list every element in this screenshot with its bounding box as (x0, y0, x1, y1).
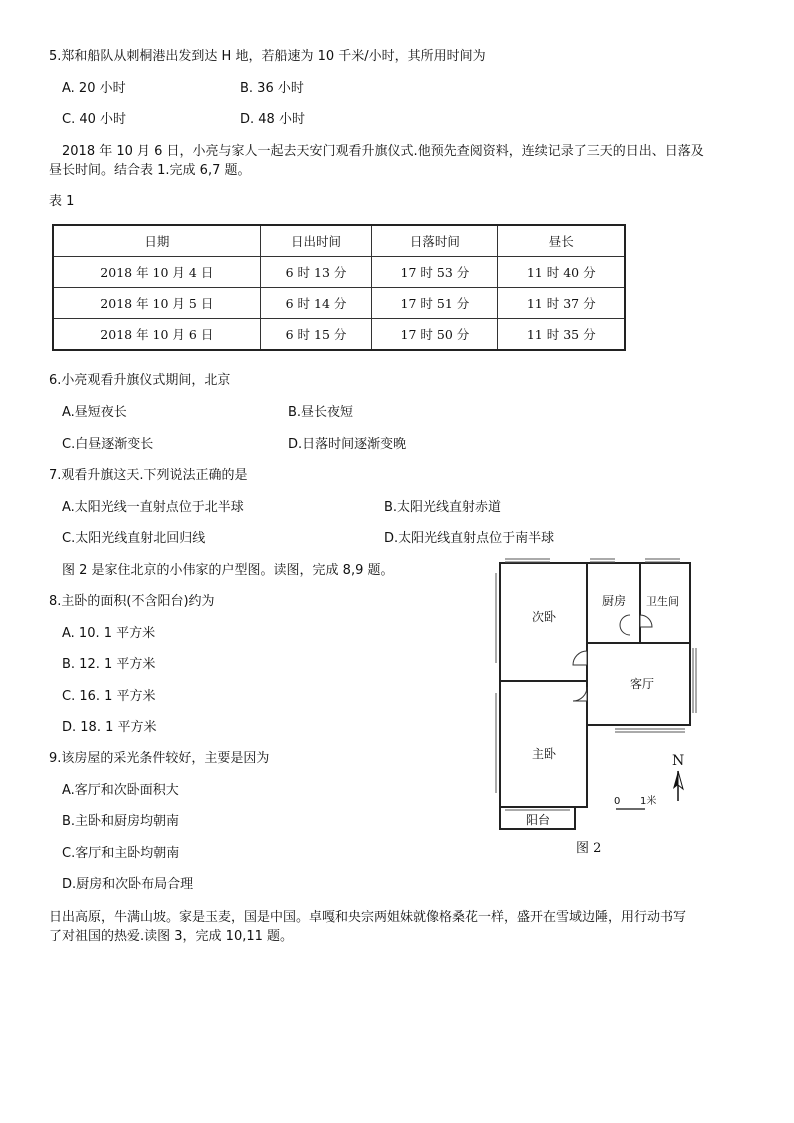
q8-option-c: C. 16. 1 平方米 (62, 689, 156, 704)
north-arrow-icon (673, 771, 683, 801)
table-header-cell: 日期 (53, 225, 260, 257)
table-cell: 17 时 51 分 (372, 288, 498, 319)
figure-caption: 图 2 (576, 841, 602, 856)
q5-option-d: D. 48 小时 (240, 112, 305, 127)
q6-option-b: B.昼长夜短 (288, 405, 354, 420)
table-row (53, 319, 625, 351)
q8-stem: 8.主卧的面积(不含阳台)约为 (49, 594, 215, 609)
table-header-cell: 昼长 (498, 225, 625, 257)
room-label-kitchen: 厨房 (602, 594, 627, 608)
q8-option-d: D. 18. 1 平方米 (62, 720, 157, 735)
table-cell: 11 时 35 分 (498, 319, 625, 351)
table-caption: 表 1 (49, 194, 75, 209)
table-cell: 11 时 37 分 (498, 288, 625, 319)
intro-6-7-line2: 昼长时间。结合表 1.完成 6,7 题。 (49, 163, 251, 178)
room-label-master-bedroom: 主卧 (532, 747, 557, 761)
room-label-balcony: 阳台 (526, 813, 551, 827)
scale-zero: 0 (614, 796, 621, 807)
q5-stem: 5.郑和船队从刺桐港出发到达 H 地，若船速为 10 千米/小时，其所用时间为 (49, 49, 486, 64)
q9-option-d: D.厨房和次卧布局合理 (62, 877, 194, 892)
q9-option-c: C.客厅和主卧均朝南 (62, 846, 180, 861)
room-label-second-bedroom: 次卧 (532, 610, 557, 624)
table-header-cell: 日出时间 (260, 225, 372, 257)
room-label-bathroom: 卫生间 (646, 595, 679, 608)
table-header-cell: 日落时间 (372, 225, 498, 257)
table-cell: 6 时 15 分 (260, 319, 372, 351)
q5-option-a: A. 20 小时 (62, 81, 126, 96)
q7-option-a: A.太阳光线一直射点位于北半球 (62, 500, 244, 515)
q7-option-b: B.太阳光线直射赤道 (384, 500, 502, 515)
table-cell: 2018 年 10 月 5 日 (53, 288, 260, 319)
q6-option-d: D.日落时间逐渐变晚 (288, 437, 407, 452)
intro-10-11-line2: 了对祖国的热爱.读图 3，完成 10,11 题。 (49, 929, 294, 944)
table-1 (52, 224, 626, 351)
q6-stem: 6.小亮观看升旗仪式期间，北京 (49, 373, 231, 388)
table-cell: 11 时 40 分 (498, 257, 625, 288)
intro-6-7-line1: 2018 年 10 月 6 日，小亮与家人一起去天安门观看升旗仪式.他预先查阅资料，连续记录了三天的日出、日落及 (62, 144, 704, 159)
table-cell: 6 时 14 分 (260, 288, 372, 319)
q5-option-c: C. 40 小时 (62, 112, 127, 127)
q6-option-c: C.白昼逐渐变长 (62, 437, 154, 452)
intro-8-9: 图 2 是家住北京的小伟家的户型图。读图，完成 8,9 题。 (62, 563, 394, 578)
table-cell: 2018 年 10 月 6 日 (53, 319, 260, 351)
q7-option-d: D.太阳光线直射点位于南半球 (384, 531, 555, 546)
table-cell: 2018 年 10 月 4 日 (53, 257, 260, 288)
q9-option-b: B.主卧和厨房均朝南 (62, 814, 180, 829)
scale-unit: 1米 (640, 796, 657, 807)
table-cell: 17 时 53 分 (372, 257, 498, 288)
q7-option-c: C.太阳光线直射北回归线 (62, 531, 206, 546)
intro-10-11-line1: 日出高原，牛满山坡。家是玉麦，国是中国。卓嘎和央宗两姐妹就像格桑花一样，盛开在雪域边陲，用行动书写 (49, 910, 687, 925)
table-row (53, 288, 625, 319)
q7-stem: 7.观看升旗这天.下列说法正确的是 (49, 468, 248, 483)
table-row (53, 257, 625, 288)
table-cell: 6 时 13 分 (260, 257, 372, 288)
room-label-living-room: 客厅 (630, 677, 655, 691)
table-header-row (53, 225, 625, 257)
q9-option-a: A.客厅和次卧面积大 (62, 783, 179, 798)
north-label: N (672, 753, 685, 769)
q6-option-a: A.昼短夜长 (62, 405, 127, 420)
q8-option-b: B. 12. 1 平方米 (62, 657, 156, 672)
q5-option-b: B. 36 小时 (240, 81, 304, 96)
floor-plan-figure (490, 553, 720, 863)
q9-stem: 9.该房屋的采光条件较好，主要是因为 (49, 751, 270, 766)
q8-option-a: A. 10. 1 平方米 (62, 626, 156, 641)
table-cell: 17 时 50 分 (372, 319, 498, 351)
